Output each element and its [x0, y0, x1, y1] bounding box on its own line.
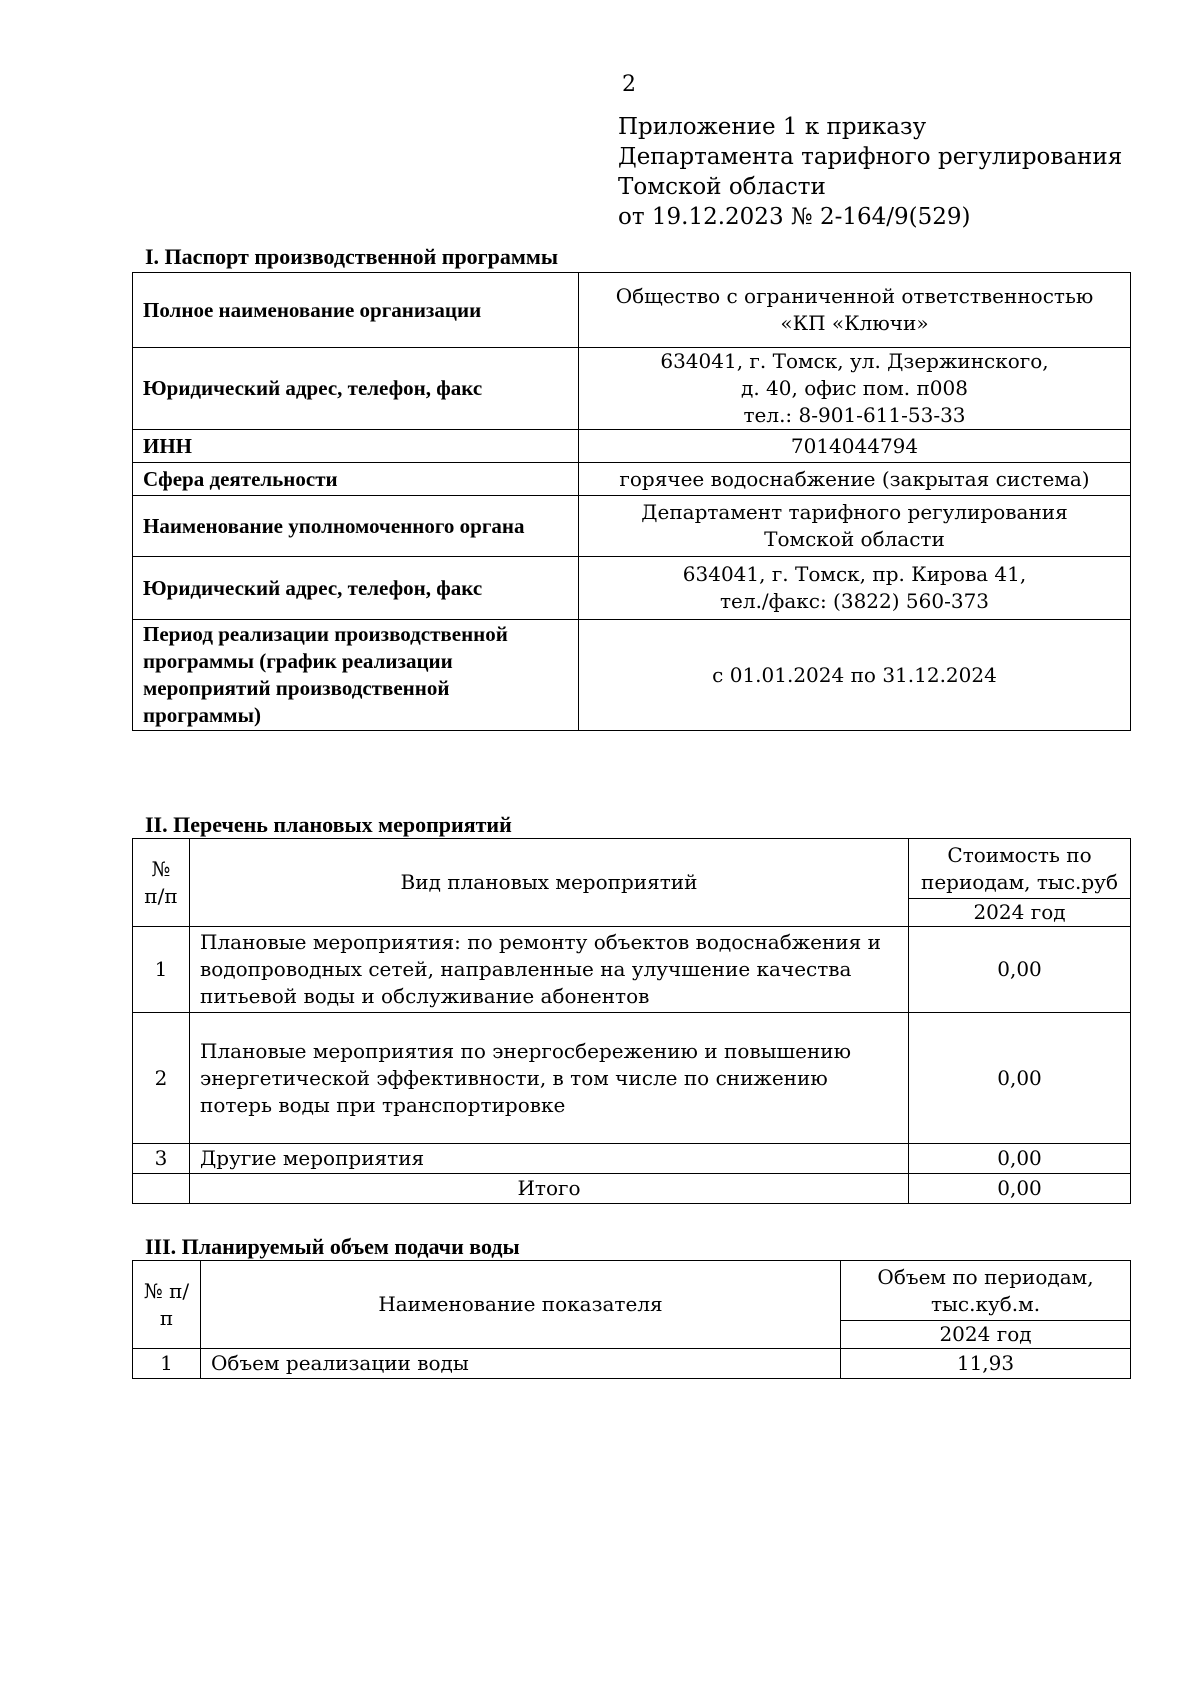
appendix-line: Томской области — [618, 174, 826, 200]
header-cost: Стоимость по периодам, тыс.руб — [909, 839, 1131, 899]
row-num: 2 — [133, 1013, 190, 1144]
row-label: Полное наименование организации — [133, 273, 579, 348]
row-measure: Другие мероприятия — [190, 1144, 909, 1174]
row-value: Департамент тарифного регулирования Томской области — [579, 496, 1131, 557]
table-row — [133, 1013, 1131, 1144]
table-total-row — [133, 1174, 1131, 1204]
row-value: 11,93 — [841, 1349, 1131, 1379]
row-value: горячее водоснабжение (закрытая система) — [579, 463, 1131, 496]
header-indicator-name: Наименование показателя — [201, 1261, 841, 1349]
table-row — [133, 620, 1131, 731]
header-volume: Объем по периодам, тыс.куб.м. — [841, 1261, 1131, 1321]
appendix-reference — [618, 112, 1122, 232]
row-num: 1 — [133, 1349, 201, 1379]
row-label: Период реализации производственной программы (график реализации мероприятий производственной программы) — [133, 620, 579, 731]
water-volume-table — [132, 1260, 1131, 1379]
planned-measures-table — [132, 838, 1131, 1204]
total-empty-cell — [133, 1174, 190, 1204]
table-row — [133, 348, 1131, 430]
row-value: 0,00 — [909, 1144, 1131, 1174]
table-header-row — [133, 1261, 1131, 1321]
appendix-line: от 19.12.2023 № 2-164/9(529) — [618, 204, 971, 230]
row-value: Общество с ограниченной ответственностью «КП «Ключи» — [579, 273, 1131, 348]
table-row — [133, 430, 1131, 463]
table-row — [133, 927, 1131, 1013]
row-value: с 01.01.2024 по 31.12.2024 — [579, 620, 1131, 731]
row-value: 634041, г. Томск, пр. Кирова 41, тел./факс: (3822) 560-373 — [579, 557, 1131, 620]
row-value: 7014044794 — [579, 430, 1131, 463]
table-header-row — [133, 839, 1131, 899]
row-num: 3 — [133, 1144, 190, 1174]
row-label: Сфера деятельности — [133, 463, 579, 496]
appendix-line: Департамента тарифного регулирования — [618, 144, 1123, 170]
table-row — [133, 273, 1131, 348]
table-row — [133, 557, 1131, 620]
row-label: Юридический адрес, телефон, факс — [133, 348, 579, 430]
row-measure: Плановые мероприятия: по ремонту объектов водоснабжения и водопроводных сетей, направленные на улучшение качества питьевой воды и обслуживание абонентов — [190, 927, 909, 1013]
table-row — [133, 1349, 1131, 1379]
section-title-planned-measures: II. Перечень плановых мероприятий — [145, 812, 512, 837]
header-num: № п/п — [133, 1261, 201, 1349]
header-year: 2024 год — [909, 899, 1131, 927]
passport-table — [132, 272, 1131, 731]
row-label: Наименование уполномоченного органа — [133, 496, 579, 557]
row-label: Юридический адрес, телефон, факс — [133, 557, 579, 620]
header-year: 2024 год — [841, 1321, 1131, 1349]
section-title-passport: I. Паспорт производственной программы — [145, 244, 559, 269]
total-label: Итого — [190, 1174, 909, 1204]
row-value: 0,00 — [909, 1013, 1131, 1144]
row-num: 1 — [133, 927, 190, 1013]
total-value: 0,00 — [909, 1174, 1131, 1204]
page-number: 2 — [622, 72, 636, 97]
appendix-line: Приложение 1 к приказу — [618, 114, 927, 140]
section-title-water-volume: III. Планируемый объем подачи воды — [145, 1234, 520, 1259]
header-measure-name: Вид плановых мероприятий — [190, 839, 909, 927]
row-label: ИНН — [133, 430, 579, 463]
table-row — [133, 463, 1131, 496]
table-row — [133, 496, 1131, 557]
header-num: № п/п — [133, 839, 190, 927]
row-value: 634041, г. Томск, ул. Дзержинского, д. 40, офис пом. п008 тел.: 8-901-611-53-33 — [579, 348, 1131, 430]
table-row — [133, 1144, 1131, 1174]
row-value: 0,00 — [909, 927, 1131, 1013]
row-indicator: Объем реализации воды — [201, 1349, 841, 1379]
row-measure: Плановые мероприятия по энергосбережению и повышению энергетической эффективности, в том числе по снижению потерь воды при транспортировке — [190, 1013, 909, 1144]
